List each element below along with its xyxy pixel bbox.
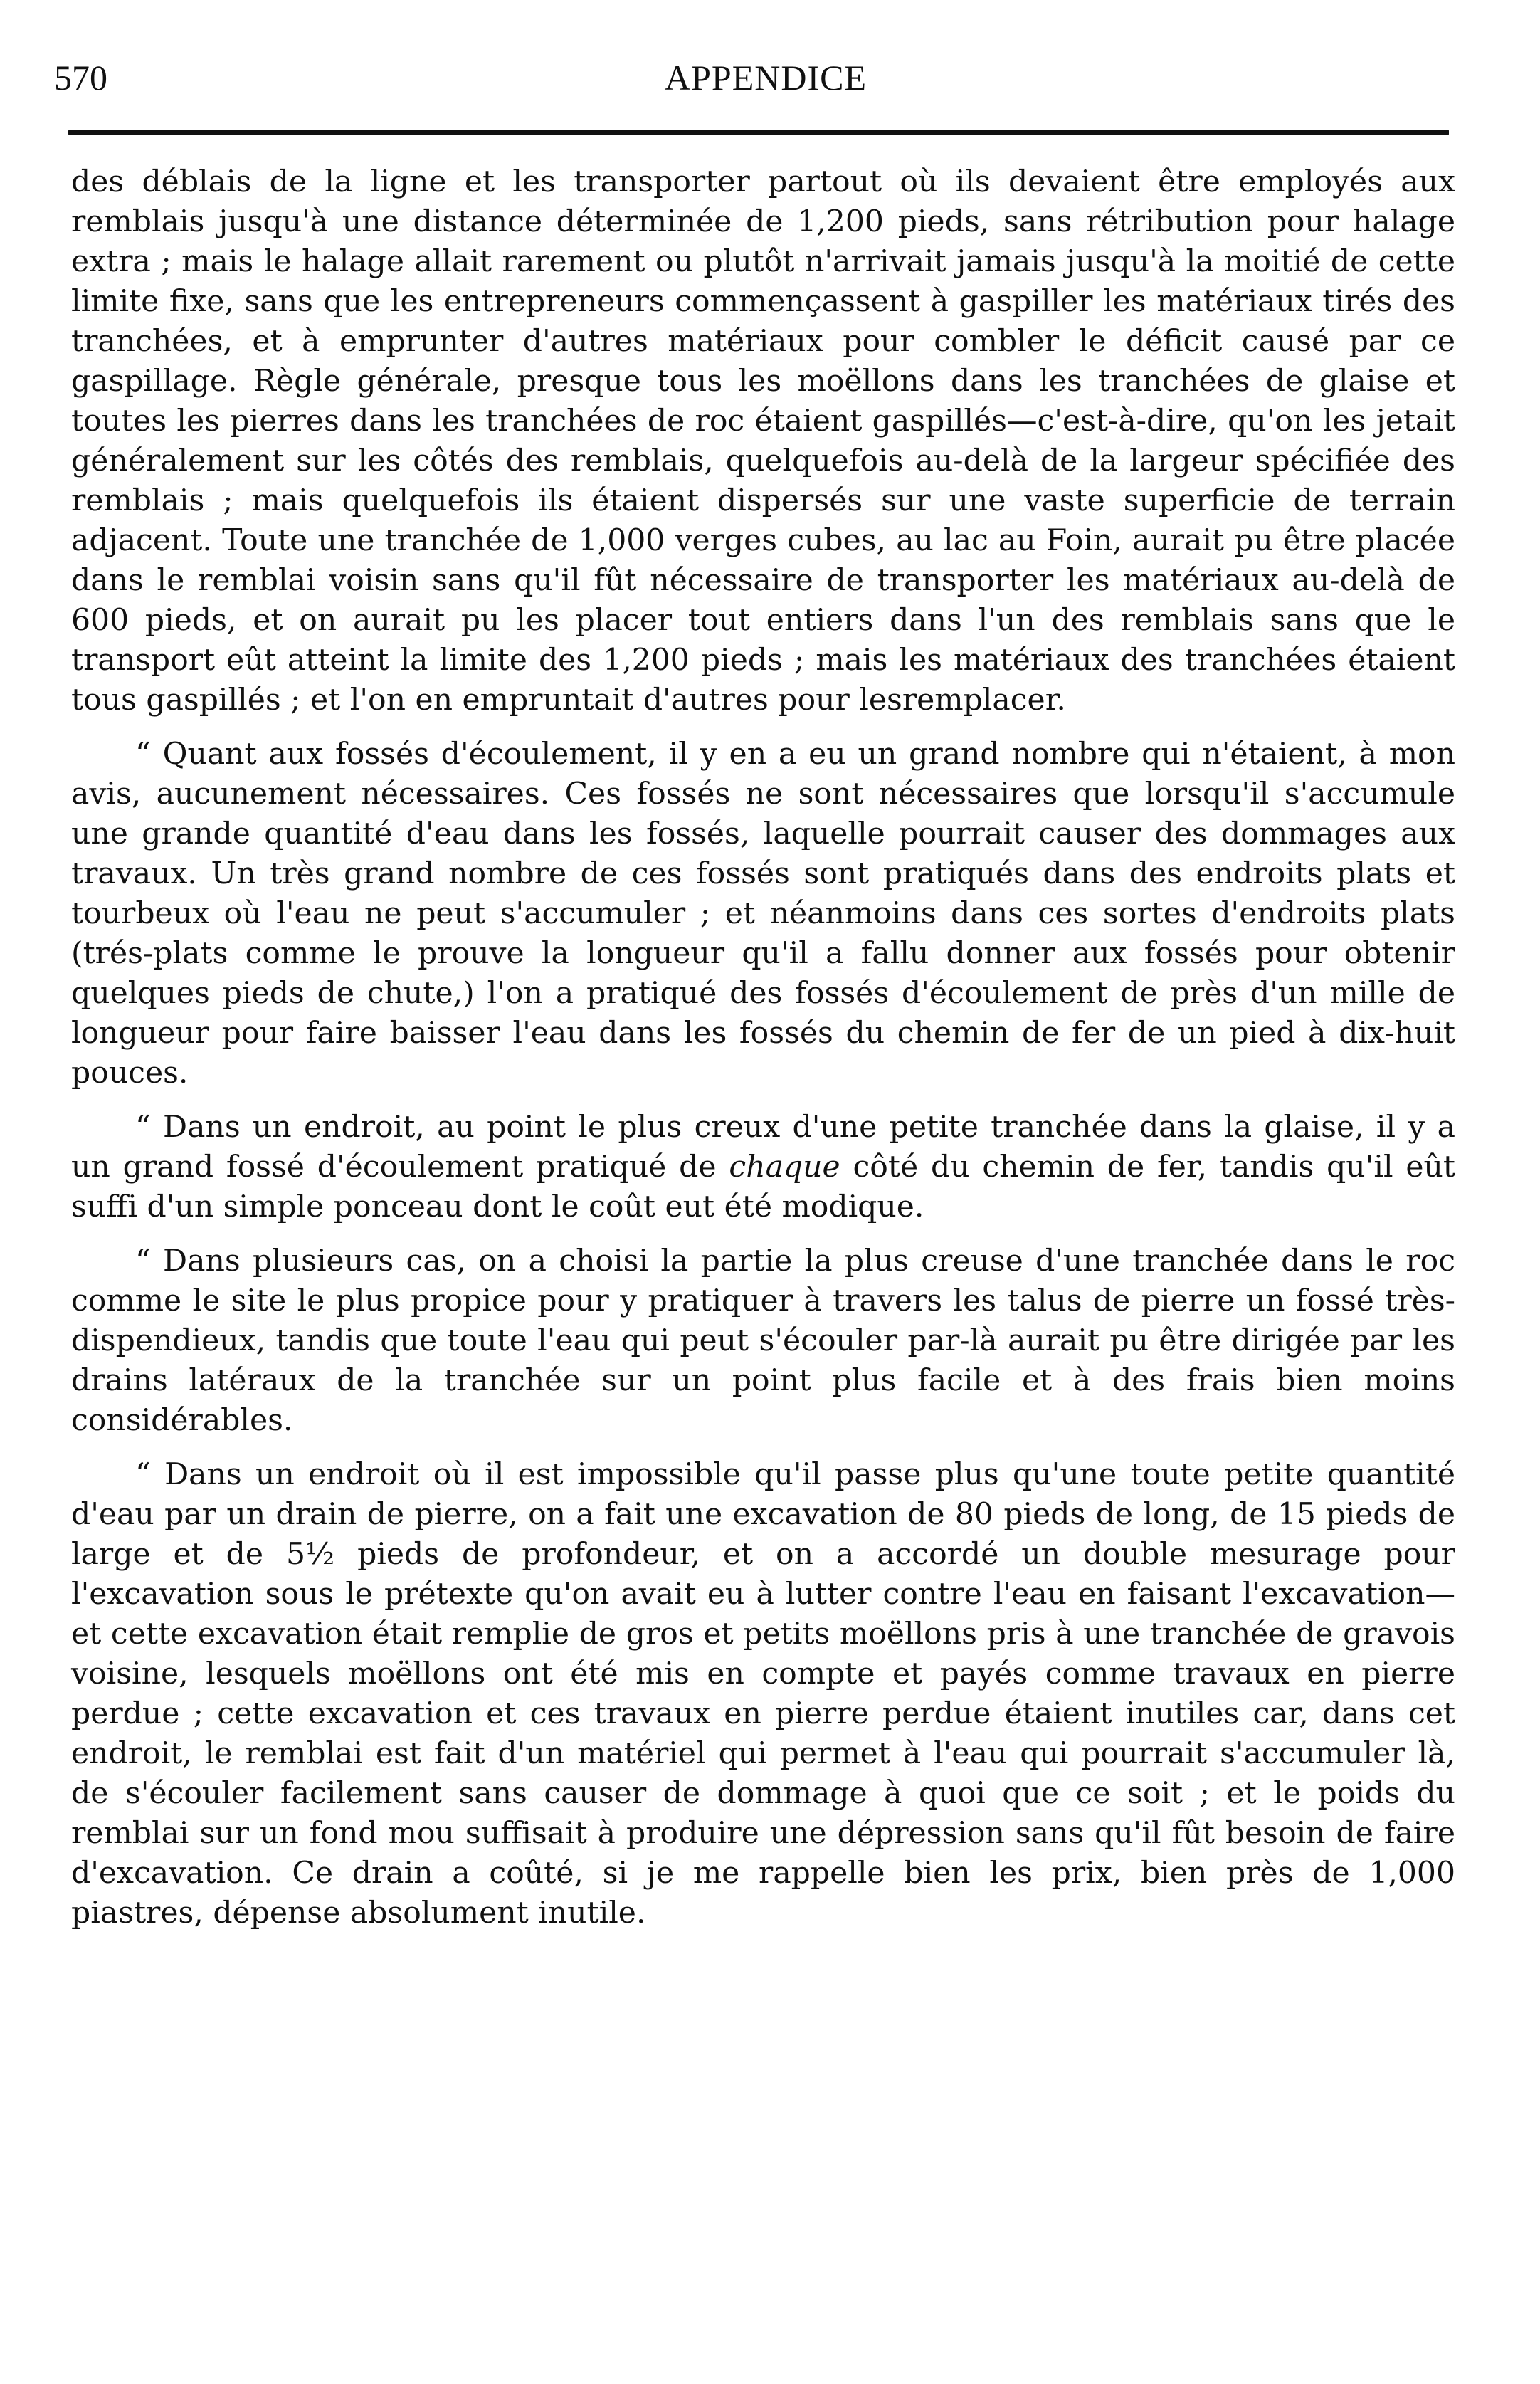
- body-text: [71, 162, 1455, 1933]
- paragraph-3-emphasis: chaque: [729, 1150, 840, 1185]
- paragraph-3-text-before: “ Dans un endroit, au point le plus creux d'une petite tranchée dans la glaise, il y a un grand fossé d'écoulement pratiqué de: [71, 1110, 1455, 1185]
- paragraph-1: des déblais de la ligne et les transporter partout où ils devaient être employés aux remblais jusqu'à une distance déterminée de 1,200 pieds, sans rétribution pour halage extra ; mais le halage allait rarement ou plutôt n'arrivait jamais jusqu'à la moitié de cette limite fixe, sans que les entrepreneurs commençassent à gaspiller les matériaux tirés des tranchées, et à emprunter d'autres matériaux pour combler le déficit causé par ce gaspillage. Règle générale, presque tous les moëllons dans les tranchées de glaise et toutes les pierres dans les tranchées de roc étaient gaspillés—c'est-à-dire, qu'on les jetait généralement sur les côtés des remblais, quelquefois au-delà de la largeur spécifiée des remblais ; mais quelquefois ils étaient dispersés sur une vaste superficie de terrain adjacent. Toute une tranchée de 1,000 verges cubes, au lac au Foin, aurait pu être placée dans le remblai voisin sans qu'il fût nécessaire de transporter les matériaux au-delà de 600 pieds, et on aurait pu les placer tout entiers dans l'un des remblais sans que le transport eût atteint la limite des 1,200 pieds ; mais les matériaux des tranchées étaient tous gaspillés ; et l'on en empruntait d'autres pour lesremplacer.: [71, 164, 1455, 718]
- paragraph-4: “ Dans plusieurs cas, on a choisi la partie la plus creuse d'une tranchée dans le roc comme le site le plus propice pour y pratiquer à travers les talus de pierre un fossé très-dispendieux, tandis que toute l'eau qui peut s'écouler par-là aurait pu être dirigée par les drains latéraux de la tranchée sur un point plus facile et à des frais bien moins considérables.: [71, 1244, 1455, 1438]
- running-head: APPENDICE: [664, 58, 867, 98]
- page-number: 570: [54, 58, 107, 98]
- paragraph-5: “ Dans un endroit où il est impossible qu'il passe plus qu'une toute petite quantité d'eau par un drain de pierre, on a fait une excavation de 80 pieds de long, de 15 pieds de large et de 5½ pieds de profondeur, et on a accordé un double mesurage pour l'excavation sous le prétexte qu'on avait eu à lutter contre l'eau en faisant l'excavation—et cette excavation était remplie de gros et petits moëllons pris à une tranchée de gravois voisine, lesquels moëllons ont été mis en compte et payés comme travaux en pierre perdue ; cette excavation et ces travaux en pierre perdue étaient inutiles car, dans cet endroit, le remblai est fait d'un matériel qui permet à l'eau qui pourrait s'accumuler là, de s'écouler facilement sans causer de dommage à quoi que ce soit ; et le poids du remblai sur un fond mou suffisait à produire une dépression sans qu'il fût besoin de faire d'excavation. Ce drain a coûté, si je me rappelle bien les prix, bien près de 1,000 piastres, dépense absolument inutile.: [71, 1457, 1455, 1931]
- paragraph-2: “ Quant aux fossés d'écoulement, il y en a eu un grand nombre qui n'étaient, à mon avis, aucunement nécessaires. Ces fossés ne sont nécessaires que lorsqu'il s'accumule une grande quantité d'eau dans les fossés, laquelle pourrait causer des dommages aux travaux. Un très grand nombre de ces fossés sont pratiqués dans des endroits plats et tourbeux où l'eau ne peut s'accumuler ; et néanmoins dans ces sortes d'endroits plats (trés-plats comme le prouve la longueur qu'il a fallu donner aux fossés pour obtenir quelques pieds de chute,) l'on a pratiqué des fossés d'écoulement de près d'un mille de longueur pour faire baisser l'eau dans les fossés du chemin de fer de un pied à dix-huit pouces.: [71, 737, 1455, 1091]
- paragraph-3: [71, 1108, 1455, 1227]
- header-rule: [68, 130, 1449, 135]
- paragraph-3-text-after: côté du chemin de fer, tandis qu'il eût suffi d'un simple ponceau dont le coût eut été modique.: [71, 1150, 1455, 1224]
- page-header: [54, 53, 1477, 103]
